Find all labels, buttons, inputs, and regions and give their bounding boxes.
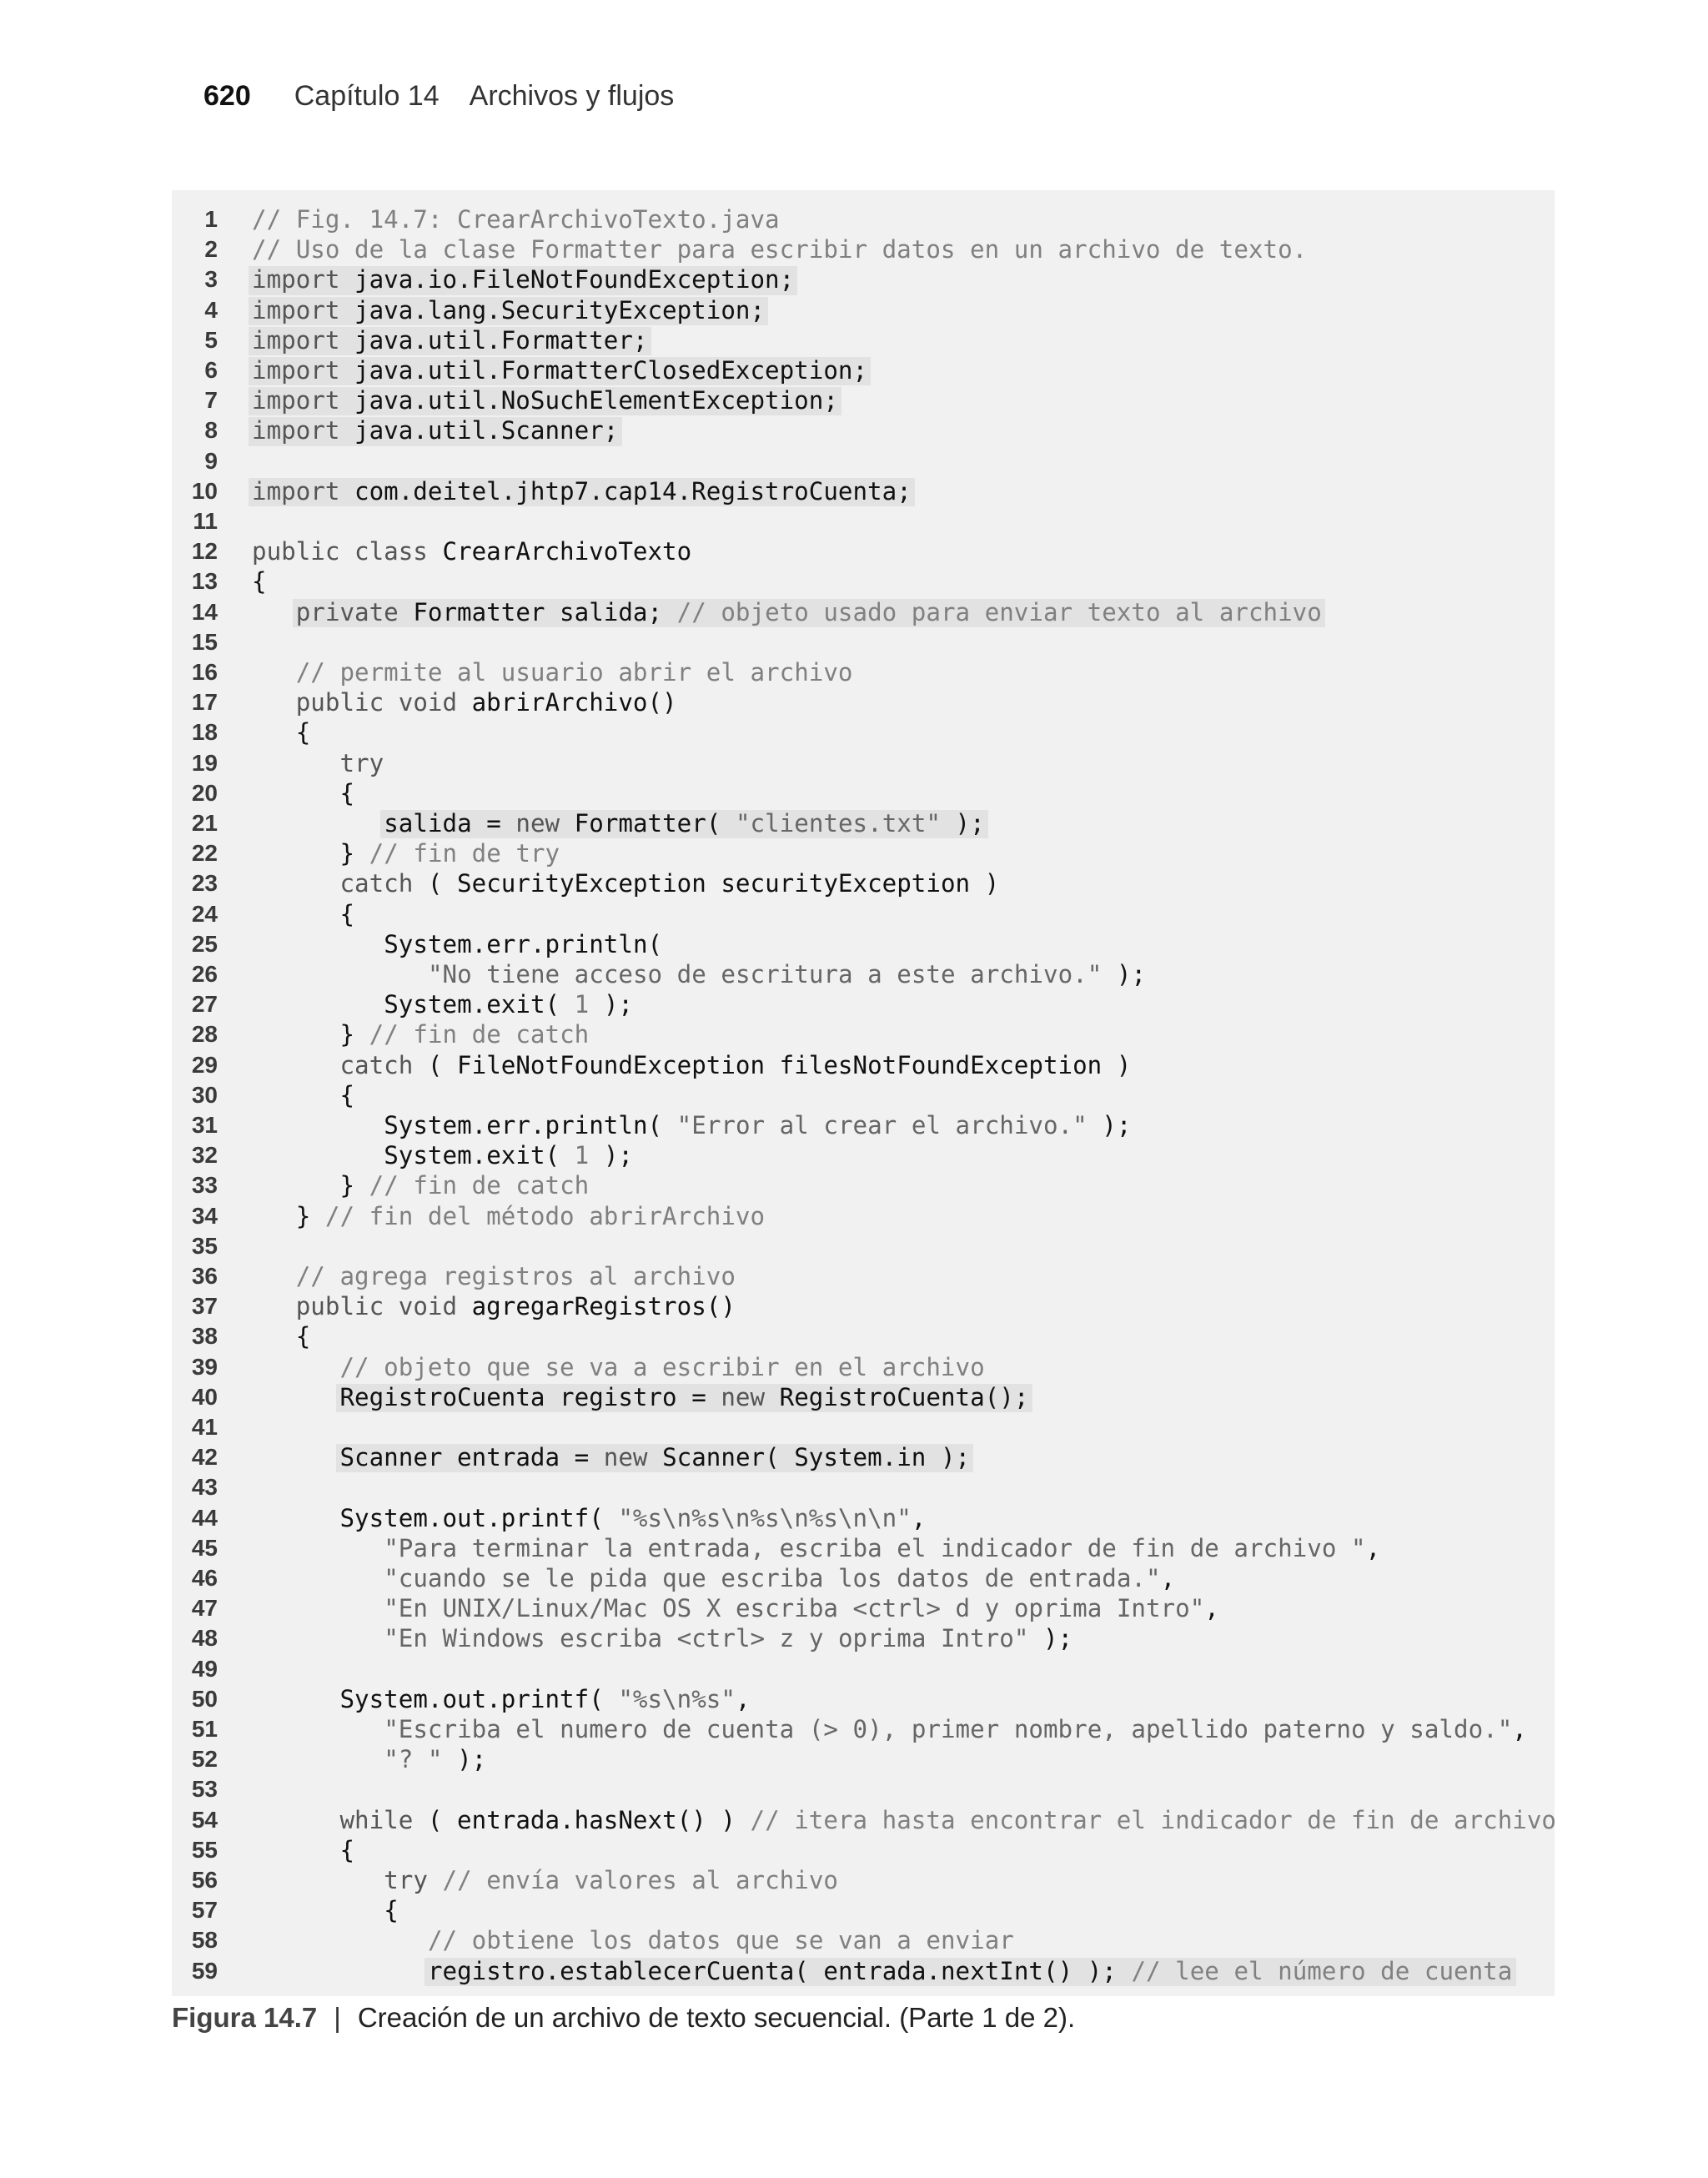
code-line xyxy=(172,627,1555,657)
code-text xyxy=(252,264,794,294)
code-token: } xyxy=(339,1171,369,1200)
line-number: 23 xyxy=(191,870,218,897)
code-token: agregarRegistros() xyxy=(471,1292,736,1321)
code-token: // agrega registros al archivo xyxy=(295,1262,736,1290)
code-listing xyxy=(172,190,1555,1996)
code-line xyxy=(172,838,1555,868)
code-token: ( SecurityException securityException ) xyxy=(427,869,1000,898)
line-number: 13 xyxy=(191,568,218,595)
line-number: 20 xyxy=(191,779,218,806)
code-token: // Fig. 14.7: CrearArchivoTexto.java xyxy=(252,205,780,234)
code-token: // lee el número de cuenta xyxy=(1131,1956,1513,1985)
code-token: { xyxy=(339,1835,355,1864)
code-token: // fin del método abrirArchivo xyxy=(324,1201,766,1230)
line-number: 14 xyxy=(191,598,218,625)
line-number: 8 xyxy=(204,417,218,444)
line-number: 47 xyxy=(191,1595,218,1622)
code-line xyxy=(172,1533,1555,1563)
code-token: 1 xyxy=(574,990,590,1019)
code-line xyxy=(172,355,1555,385)
code-token: public class xyxy=(252,537,443,566)
code-token: "clientes.txt" xyxy=(735,809,941,837)
code-text xyxy=(339,1684,750,1714)
code-token: "No tiene acceso de escritura a este archivo." xyxy=(427,960,1103,988)
code-line xyxy=(172,506,1555,536)
code-token: ); xyxy=(442,1745,487,1774)
code-line xyxy=(172,566,1555,596)
code-line xyxy=(172,868,1555,898)
code-line xyxy=(172,1684,1555,1714)
line-number: 19 xyxy=(191,749,218,776)
code-line xyxy=(172,1050,1555,1080)
code-token: Formatter salida; xyxy=(413,597,677,626)
code-token: { xyxy=(295,718,311,747)
code-token: // obtiene los datos que se van a enviar xyxy=(427,1926,1014,1955)
code-line xyxy=(172,295,1555,325)
line-number: 4 xyxy=(204,296,218,323)
code-token: salida = xyxy=(384,809,516,837)
line-number: 58 xyxy=(191,1927,218,1954)
code-token: "En UNIX/Linux/Mac OS X escriba <ctrl> d y oprima Intro" xyxy=(384,1594,1205,1623)
line-number: 45 xyxy=(191,1534,218,1561)
code-token: Scanner entrada = xyxy=(339,1443,604,1472)
code-line xyxy=(172,1925,1555,1955)
code-line xyxy=(172,1714,1555,1744)
line-number: 38 xyxy=(191,1323,218,1350)
code-line xyxy=(172,808,1555,838)
code-line xyxy=(172,1291,1555,1321)
code-token: // permite al usuario abrir el archivo xyxy=(295,658,853,687)
code-token: { xyxy=(339,778,355,807)
code-token: System.out.printf( xyxy=(339,1684,619,1713)
code-text xyxy=(384,1895,399,1925)
code-token: import xyxy=(252,386,355,415)
code-token: { xyxy=(339,899,355,928)
page-number: 620 xyxy=(203,80,251,112)
code-text xyxy=(296,687,677,717)
code-token: import xyxy=(252,325,355,355)
code-text xyxy=(252,536,691,566)
line-number: 27 xyxy=(191,991,218,1018)
code-line xyxy=(172,929,1555,959)
code-text xyxy=(339,868,999,898)
caption-text: Creación de un archivo de texto secuencial. (Parte 1 de 2). xyxy=(357,2002,1076,2033)
code-token: try xyxy=(339,748,384,777)
code-text xyxy=(296,657,853,687)
code-text xyxy=(339,1382,1028,1412)
code-token: ); xyxy=(1028,1624,1073,1653)
code-token: } xyxy=(339,839,369,868)
code-text xyxy=(339,1050,1131,1080)
code-line xyxy=(172,536,1555,566)
code-token: ); xyxy=(1102,960,1147,988)
code-line xyxy=(172,1623,1555,1653)
code-text xyxy=(384,989,633,1019)
code-line xyxy=(172,1201,1555,1231)
line-number: 18 xyxy=(191,719,218,746)
code-line xyxy=(172,1412,1555,1442)
line-number: 30 xyxy=(191,1081,218,1108)
line-number: 28 xyxy=(191,1021,218,1048)
line-number: 39 xyxy=(191,1353,218,1380)
line-number: 7 xyxy=(204,387,218,414)
code-token: try xyxy=(384,1866,443,1894)
code-line xyxy=(172,1865,1555,1895)
code-text xyxy=(339,1805,1556,1835)
code-text xyxy=(339,838,560,868)
line-number: 16 xyxy=(191,659,218,685)
line-number: 2 xyxy=(204,236,218,263)
code-text xyxy=(339,1442,970,1472)
code-line xyxy=(172,657,1555,687)
code-token: "Error al crear el archivo." xyxy=(676,1111,1088,1139)
code-text xyxy=(252,355,867,385)
caption-separator: | xyxy=(334,2002,341,2033)
code-line xyxy=(172,476,1555,506)
code-text xyxy=(339,1170,589,1200)
code-token: catch xyxy=(339,1050,428,1079)
code-line xyxy=(172,1593,1555,1623)
line-number: 36 xyxy=(191,1263,218,1289)
code-token: , xyxy=(1512,1715,1527,1743)
line-number: 10 xyxy=(191,477,218,504)
code-token: java.util.Formatter; xyxy=(354,325,648,355)
code-text xyxy=(296,1321,311,1351)
code-token: // fin de catch xyxy=(369,1020,590,1049)
code-line xyxy=(172,989,1555,1019)
code-token: java.util.NoSuchElementException; xyxy=(354,386,838,415)
code-token: // fin de catch xyxy=(369,1171,590,1200)
code-token: ); xyxy=(1087,1111,1132,1139)
line-number: 26 xyxy=(191,961,218,987)
line-number: 21 xyxy=(191,810,218,836)
code-text xyxy=(339,1019,589,1049)
code-line xyxy=(172,1503,1555,1533)
code-text xyxy=(252,476,912,506)
line-number: 51 xyxy=(191,1716,218,1742)
code-line xyxy=(172,899,1555,929)
code-line xyxy=(172,1774,1555,1804)
code-text xyxy=(384,1140,633,1170)
code-token: // itera hasta encontrar el indicador de fin de archivo xyxy=(750,1805,1556,1834)
code-line xyxy=(172,1140,1555,1170)
line-number: 37 xyxy=(191,1293,218,1320)
code-line xyxy=(172,778,1555,808)
line-number: 11 xyxy=(193,508,218,534)
code-line xyxy=(172,1382,1555,1412)
code-line xyxy=(172,1231,1555,1261)
line-number: 56 xyxy=(191,1867,218,1893)
code-text xyxy=(384,1110,1131,1140)
chapter-label: Capítulo 14 xyxy=(294,80,440,112)
code-token: ( entrada.hasNext() ) xyxy=(427,1805,751,1834)
line-number: 12 xyxy=(191,538,218,565)
code-line xyxy=(172,687,1555,717)
code-token: java.lang.SecurityException; xyxy=(354,295,766,324)
code-text xyxy=(428,1956,1512,1986)
code-token: "cuando se le pida que escriba los datos de entrada." xyxy=(384,1564,1161,1592)
code-text xyxy=(339,748,384,778)
code-line xyxy=(172,748,1555,778)
code-token: new xyxy=(515,809,575,837)
page-header xyxy=(203,80,674,122)
code-token: registro.establecerCuenta( entrada.nextInt() ); xyxy=(427,1956,1132,1985)
code-text xyxy=(252,566,267,596)
code-token: , xyxy=(735,1684,751,1713)
code-line xyxy=(172,446,1555,476)
code-text xyxy=(339,1835,354,1865)
line-number: 17 xyxy=(191,689,218,716)
line-number: 59 xyxy=(191,1957,218,1984)
code-text xyxy=(339,1352,984,1382)
code-text xyxy=(252,234,1307,264)
code-token: "Escriba el numero de cuenta (> 0), primer nombre, apellido paterno y saldo." xyxy=(384,1715,1513,1743)
line-number: 34 xyxy=(191,1202,218,1229)
code-token: // fin de try xyxy=(369,839,560,868)
code-token: { xyxy=(384,1896,399,1925)
code-token: java.util.Scanner; xyxy=(354,416,619,445)
line-number: 43 xyxy=(191,1474,218,1501)
code-line xyxy=(172,1080,1555,1110)
code-token: System.err.println( xyxy=(384,1111,677,1139)
code-line xyxy=(172,1654,1555,1684)
code-text xyxy=(252,295,765,325)
code-line xyxy=(172,325,1555,355)
line-number: 52 xyxy=(191,1746,218,1773)
code-token: System.out.printf( xyxy=(339,1503,619,1532)
code-token: { xyxy=(295,1322,311,1351)
code-text xyxy=(296,717,311,747)
code-token: } xyxy=(339,1020,369,1049)
code-line xyxy=(172,415,1555,445)
line-number: 55 xyxy=(191,1836,218,1863)
line-number: 32 xyxy=(191,1142,218,1169)
code-text xyxy=(384,808,984,838)
code-line xyxy=(172,1170,1555,1200)
code-token: { xyxy=(339,1080,355,1109)
code-line xyxy=(172,1110,1555,1140)
code-token: Formatter( xyxy=(574,809,736,837)
code-line xyxy=(172,959,1555,989)
code-text xyxy=(339,1080,354,1110)
line-number: 57 xyxy=(191,1897,218,1924)
code-line xyxy=(172,1352,1555,1382)
code-token: System.exit( xyxy=(384,990,575,1019)
code-line xyxy=(172,1019,1555,1049)
code-token: , xyxy=(911,1503,927,1532)
code-token: // objeto usado para enviar texto al archivo xyxy=(676,597,1322,626)
code-text xyxy=(252,415,618,445)
code-token: new xyxy=(721,1382,780,1411)
code-token: ( FileNotFoundException filesNotFoundException ) xyxy=(427,1050,1132,1079)
code-text xyxy=(252,385,838,415)
line-number: 22 xyxy=(191,840,218,867)
code-line xyxy=(172,1442,1555,1472)
code-token: RegistroCuenta registro = xyxy=(339,1382,721,1411)
line-number: 35 xyxy=(191,1232,218,1259)
code-line xyxy=(172,385,1555,415)
code-token: } xyxy=(295,1201,325,1230)
code-token: "En Windows escriba <ctrl> z y oprima Intro" xyxy=(384,1624,1029,1653)
code-text xyxy=(296,1261,736,1291)
code-line xyxy=(172,264,1555,294)
line-number: 15 xyxy=(191,628,218,655)
code-token: "? " xyxy=(384,1745,443,1774)
code-token: // Uso de la clase Formatter para escribir datos en un archivo de texto. xyxy=(252,235,1308,264)
code-text xyxy=(296,1291,736,1321)
line-number: 5 xyxy=(204,326,218,353)
code-text xyxy=(296,597,1322,627)
code-token: new xyxy=(603,1443,663,1472)
code-token: ); xyxy=(589,1141,633,1170)
code-token: RegistroCuenta(); xyxy=(779,1382,1029,1411)
code-token: "%s\n%s\n%s\n%s\n\n" xyxy=(618,1503,912,1532)
code-text xyxy=(384,929,662,959)
code-text xyxy=(384,1623,1073,1653)
line-number: 3 xyxy=(204,266,218,293)
line-number: 6 xyxy=(204,357,218,383)
code-token: { xyxy=(252,567,267,596)
line-number: 9 xyxy=(204,447,218,474)
line-number: 46 xyxy=(191,1565,218,1591)
code-line xyxy=(172,1472,1555,1502)
code-token: import xyxy=(252,356,355,385)
code-line xyxy=(172,1805,1555,1835)
code-line xyxy=(172,1321,1555,1351)
figure-caption xyxy=(172,2002,1075,2034)
code-line xyxy=(172,1956,1555,1986)
code-token: ); xyxy=(940,809,985,837)
code-token: , xyxy=(1365,1533,1381,1562)
code-text xyxy=(384,1744,486,1774)
code-text xyxy=(339,1503,926,1533)
line-number: 53 xyxy=(191,1776,218,1803)
line-number: 50 xyxy=(191,1685,218,1712)
line-number: 1 xyxy=(204,206,218,232)
code-token: public void xyxy=(295,688,472,717)
code-token: , xyxy=(1204,1594,1219,1623)
code-text xyxy=(428,1925,1014,1955)
code-text xyxy=(384,1563,1175,1593)
code-text xyxy=(384,1533,1380,1563)
code-token: , xyxy=(1160,1564,1176,1592)
code-token: catch xyxy=(339,869,428,898)
code-text xyxy=(339,899,354,929)
line-number: 24 xyxy=(191,900,218,927)
code-token: import xyxy=(252,416,355,445)
figure-label: Figura 14.7 xyxy=(172,2002,318,2033)
code-token: abrirArchivo() xyxy=(471,688,677,717)
code-text xyxy=(252,204,780,234)
code-token: "Para terminar la entrada, escriba el indicador de fin de archivo " xyxy=(384,1533,1366,1562)
code-token: 1 xyxy=(574,1141,590,1170)
code-line xyxy=(172,1261,1555,1291)
line-number: 31 xyxy=(191,1112,218,1138)
code-token: import xyxy=(252,265,355,294)
line-number: 54 xyxy=(191,1806,218,1833)
code-token: while xyxy=(339,1805,428,1834)
code-token: CrearArchivoTexto xyxy=(442,537,692,566)
line-number: 25 xyxy=(191,930,218,957)
code-token: // objeto que se va a escribir en el archivo xyxy=(339,1352,985,1381)
code-token: java.util.FormatterClosedException; xyxy=(354,356,868,385)
code-token: System.err.println( xyxy=(384,929,663,958)
code-line xyxy=(172,1744,1555,1774)
chapter-title: Archivos y flujos xyxy=(469,80,675,112)
code-text xyxy=(252,325,647,355)
code-token: // envía valores al archivo xyxy=(442,1866,838,1894)
code-text xyxy=(296,1201,765,1231)
code-text xyxy=(384,1865,838,1895)
line-number: 48 xyxy=(191,1625,218,1652)
code-token: Scanner( System.in ); xyxy=(662,1443,971,1472)
code-line xyxy=(172,717,1555,747)
line-number: 40 xyxy=(191,1383,218,1410)
code-token: System.exit( xyxy=(384,1141,575,1170)
code-line xyxy=(172,1895,1555,1925)
code-line xyxy=(172,597,1555,627)
code-token: public void xyxy=(295,1292,472,1321)
line-number: 42 xyxy=(191,1444,218,1471)
code-text xyxy=(384,1593,1219,1623)
code-text xyxy=(428,959,1146,989)
code-line xyxy=(172,204,1555,234)
code-line xyxy=(172,1563,1555,1593)
code-line xyxy=(172,1835,1555,1865)
line-number: 41 xyxy=(191,1414,218,1440)
code-token: import xyxy=(252,295,355,324)
code-token: import xyxy=(252,476,355,506)
code-token: java.io.FileNotFoundException; xyxy=(354,265,795,294)
code-text xyxy=(339,778,354,808)
line-number: 33 xyxy=(191,1172,218,1199)
line-number: 44 xyxy=(191,1504,218,1531)
line-number: 49 xyxy=(191,1655,218,1682)
code-token: com.deitel.jhtp7.cap14.RegistroCuenta; xyxy=(354,476,912,506)
line-number: 29 xyxy=(191,1051,218,1078)
code-token: ); xyxy=(589,990,633,1019)
code-token: "%s\n%s" xyxy=(618,1684,736,1713)
code-text xyxy=(384,1714,1527,1744)
code-line xyxy=(172,234,1555,264)
code-token: private xyxy=(295,597,414,626)
